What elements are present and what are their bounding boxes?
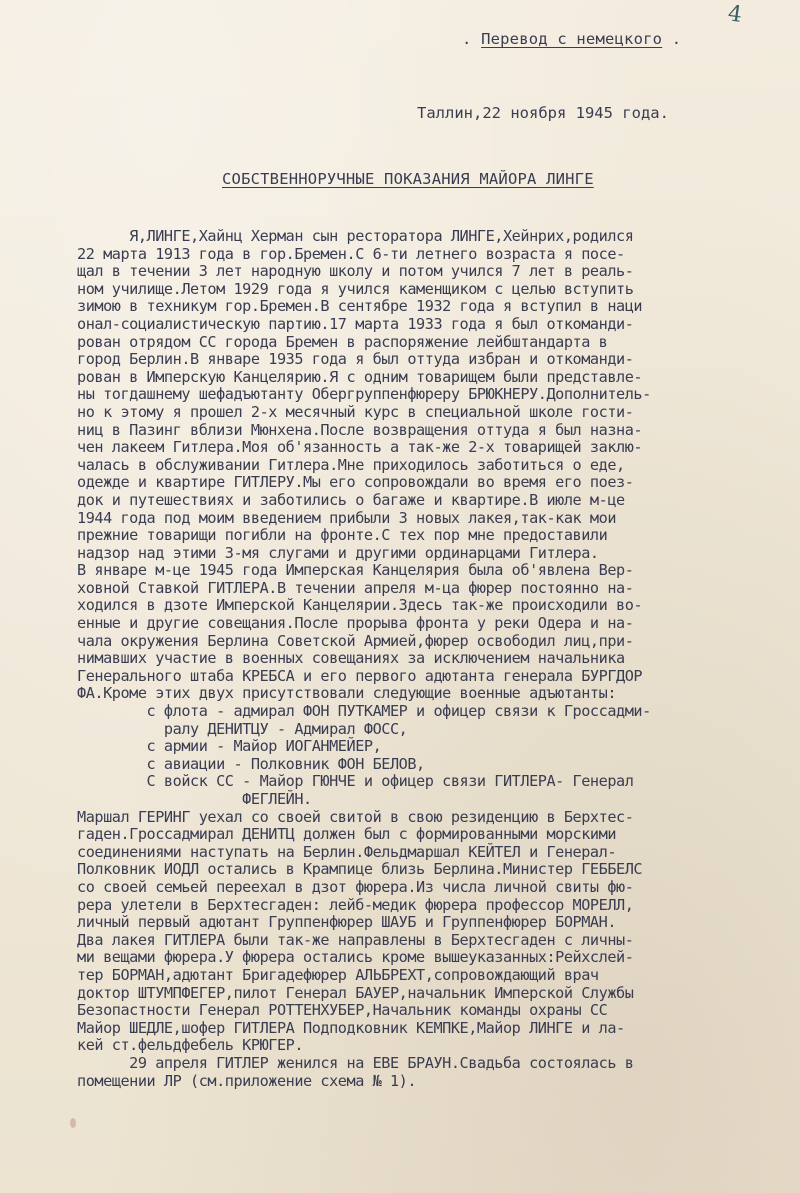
body-line: гаден.Гроссадмирал ДЕНИТЦ должен был с формированными морскими <box>77 825 617 844</box>
body-line: ФЕГЛЕЙН. <box>77 790 312 808</box>
body-line: Я,ЛИНГЕ,Хайнц Херман сын ресторатора ЛИНГЕ,Хейнрих,родился <box>77 227 634 245</box>
body-line: зимою в техникум гор.Бремен.В сентябре 1932 года я вступил в наци <box>77 297 643 316</box>
translation-note-text: Перевод с немецкого <box>481 30 663 48</box>
body-line: рован отрядом СС города Бремен в распоряжение лейбштандарта в <box>77 332 608 351</box>
body-line: Безопастности Генерал РОТТЕНХУБЕР,Начальник команды охраны СС <box>77 1001 608 1020</box>
document-title: СОБСТВЕННОРУЧНЫЕ ПОКАЗАНИЯ МАЙОРА ЛИНГЕ <box>222 170 594 188</box>
body-line: чала окружения Берлина Советской Армией,фюрер освободил лиц,при- <box>77 631 634 650</box>
body-line: Два лакея ГИТЛЕРА были так-же направлены в Берхтесгаден с личны- <box>77 930 634 949</box>
body-line: чалась в обслуживании Гитлера.Мне приходилось заботиться о еде, <box>77 455 625 474</box>
body-line: город Берлин.В январе 1935 года я был оттуда избран и откоманди- <box>77 350 634 369</box>
body-line: 1944 года под моим введением прибыли 3 новых лакея,так-как мои <box>77 508 617 527</box>
page-number: 4 <box>726 1 744 28</box>
body-line: рера улетели в Берхтесгаден: лейб-медик фюрера профессор МОРЕЛЛ, <box>77 895 634 914</box>
body-line: доктор ШТУМПФЕГЕР,пилот Генерал БАУЕР,начальник Имперской Службы <box>77 983 634 1002</box>
body-line: док и путешествиях и заботились о багаже и квартире.В июле м-це <box>77 490 625 509</box>
body-line: 29 апреля ГИТЛЕР женился на ЕВЕ БРАУН.Свадьба состоялась в <box>77 1053 634 1072</box>
body-line: прежние товарищи погибли на фронте.С тех пор мне предоставили <box>77 526 608 545</box>
body-line: ховной Ставкой ГИТЛЕРА.В течении апреля м-ца фюрер постоянно на- <box>77 578 634 597</box>
body-line: чен лакеем Гитлера.Моя об'язанность а так-же 2-х товарищей заклю- <box>77 438 643 457</box>
body-line: с флота - адмирал ФОН ПУТКАМЕР и офицер связи к Гроссадми- <box>77 702 651 721</box>
body-line: с армии - Майор ИОГАНМЕЙЕР, <box>77 737 382 756</box>
body-line: ны тогдашнему шефадъютанту Обергруппенфюреру БРЮКНЕРУ.Дополнитель- <box>77 385 651 404</box>
body-line: ниц в Пазинг вблизи Мюнхена.После возвращения оттуда я был назна- <box>77 420 643 439</box>
body-line: Генерального штаба КРЕБСА и его первого адютанта генерала БУРГДОР <box>77 666 643 685</box>
body-line: с авиации - Полковник ФОН БЕЛОВ, <box>77 754 425 773</box>
body-line: Маршал ГЕРИНГ уехал со своей свитой в свою резиденцию в Берхтес- <box>77 807 634 826</box>
body-line: ралу ДЕНИТЦУ - Адмирал ФОСС, <box>77 719 408 738</box>
translation-note <box>462 30 681 48</box>
translation-note-dot: . <box>662 30 682 48</box>
body-line: помещении ЛР (см.приложение схема № 1). <box>77 1071 417 1090</box>
body-line: рован в Имперскую Канцелярию.Я с одним товарищем были представле- <box>77 367 643 386</box>
body-line: енные и другие совещания.После прорыва фронта у реки Одера и на- <box>77 614 634 633</box>
body-line: С войск СС - Майор ГЮНЧЕ и офицер связи ГИТЛЕРА- Генерал <box>77 772 634 791</box>
paper-stain <box>70 1118 76 1128</box>
body-line: ходился в дзоте Имперской Канцелярии.Здесь так-же происходили во- <box>77 596 643 615</box>
body-line: нимавших участие в военных совещаниях за исключением начальника <box>77 649 625 668</box>
body-line: ми вещами фюрера.У фюрера остались кроме вышеуказанных:Рейхслей- <box>77 948 634 967</box>
body-line: со своей семьей переехал в дзот фюрера.Из числа личной свиты фю- <box>77 877 634 896</box>
body-line: Майор ШЕДЛЕ,шофер ГИТЛЕРА Подподковник КЕМПКЕ,Майор ЛИНГЕ и ла- <box>77 1018 625 1037</box>
place-date: Таллин,22 ноября 1945 года. <box>417 104 669 122</box>
body-line: тер БОРМАН,адютант Бригадефюрер АЛЬБРЕХТ,сопровождающий врач <box>77 965 599 984</box>
body-line: В январе м-це 1945 года Имперская Канцелярия была об'явлена Вер- <box>77 561 634 580</box>
body-line: надзор над этими 3-мя слугами и другими ординарцами Гитлера. <box>77 543 599 562</box>
body-line: личный первый адютант Группенфюрер ШАУБ и Группенфюрер БОРМАН. <box>77 913 617 932</box>
translation-note-dot: . <box>462 30 482 48</box>
body-line: кей ст.фельдфебель КРЮГЕР. <box>77 1036 304 1055</box>
body-line: ном училище.Летом 1929 года я учился каменщиком с целью вступить <box>77 279 634 298</box>
body-line: но к этому я прошел 2-х месячный курс в специальной школе гости- <box>77 402 634 421</box>
body-line: 22 марта 1913 года в гор.Бремен.С 6-ти летнего возраста я посе- <box>77 244 625 263</box>
body-line: щал в течении 3 лет народную школу и потом учился 7 лет в реаль- <box>77 262 634 281</box>
body-line: онал-социалистическую партию.17 марта 1933 года я был откоманди- <box>77 314 634 333</box>
body-line: одежде и квартире ГИТЛЕРУ.Мы его сопровождали во время его поез- <box>77 473 634 492</box>
body-line: Полковник ИОДЛ остались в Крампице близь Берлина.Министер ГЕББЕЛС <box>77 860 643 879</box>
document-body <box>77 228 789 1090</box>
body-line: ФА.Кроме этих двух присутствовали следующие военные адъютанты: <box>77 684 617 703</box>
body-line: соединениями наступать на Берлин.Фельдмаршал КЕЙТЕЛ и Генерал- <box>77 842 617 861</box>
